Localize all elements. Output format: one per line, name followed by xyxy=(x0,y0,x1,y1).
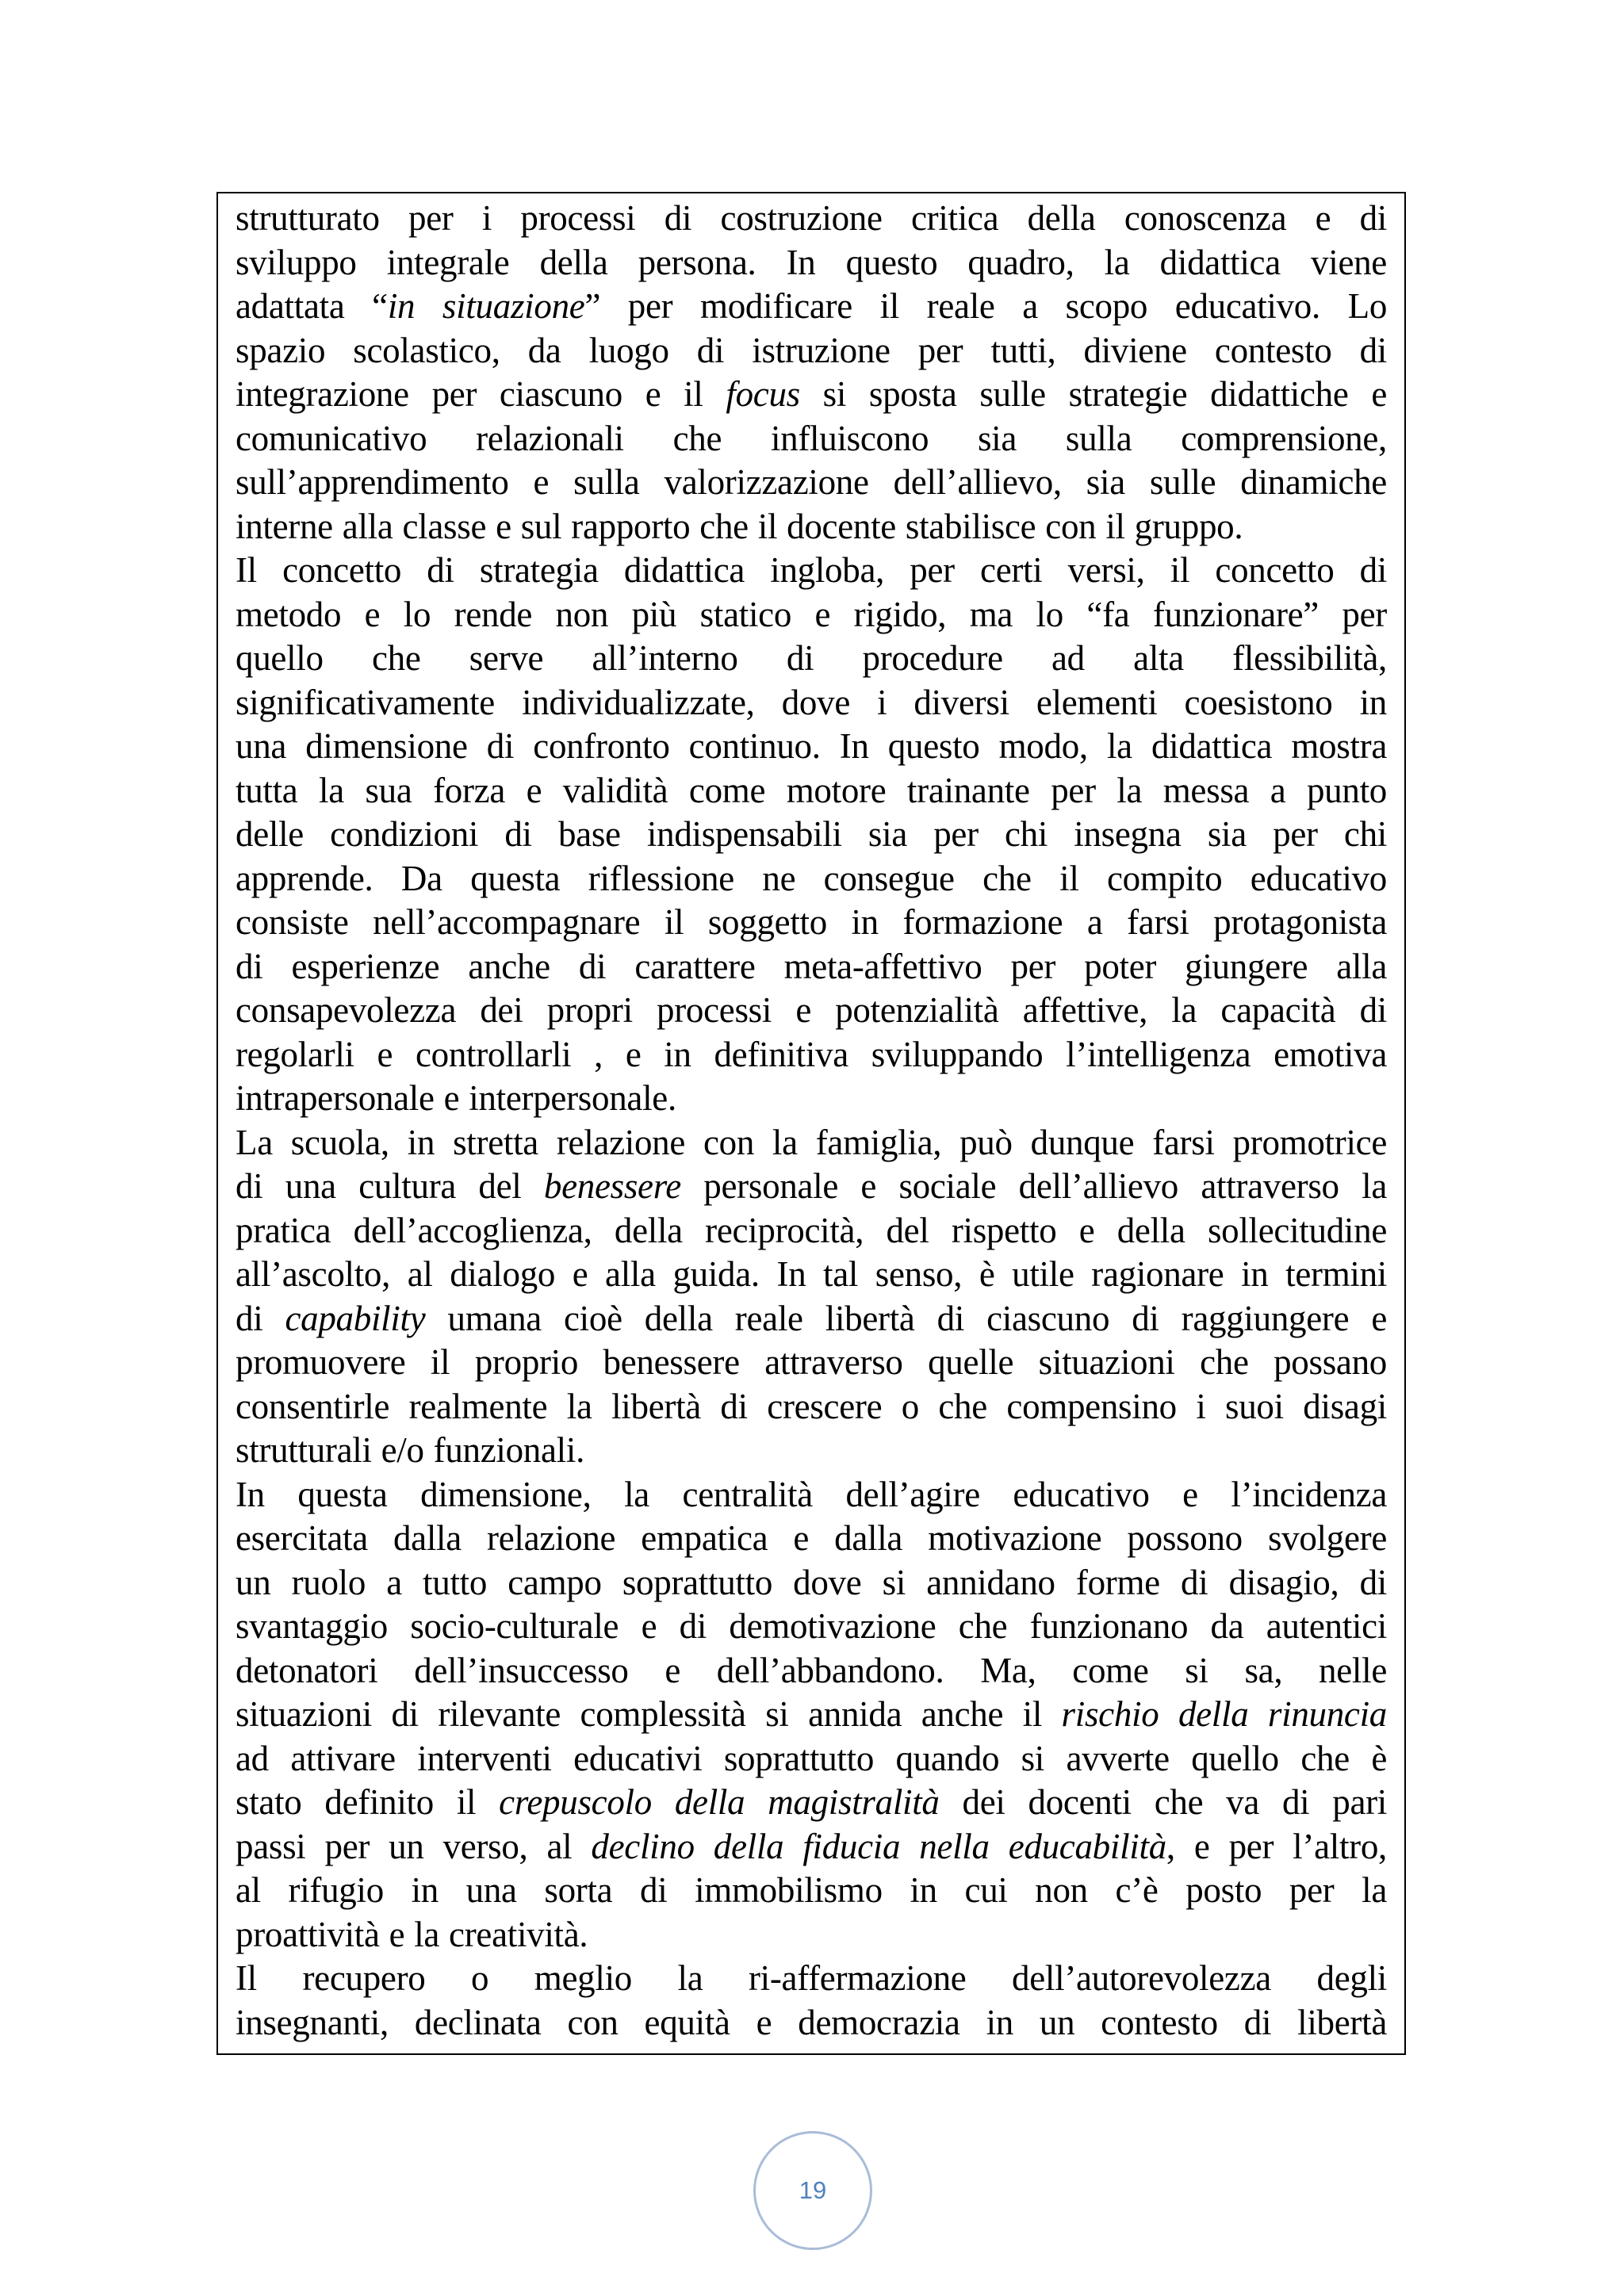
text-run: sviluppo integrale della persona. In questo quadro, la didattica viene xyxy=(236,242,1387,282)
text-run: strutturato per i processi di costruzione critica della conoscenza e di xyxy=(236,198,1387,238)
text-line xyxy=(236,725,1387,769)
text-run: intrapersonale e interpersonale. xyxy=(236,1078,676,1118)
text-run: comunicativo relazionali che influiscono sia sulla comprensione, xyxy=(236,418,1387,458)
text-line xyxy=(236,1385,1387,1429)
text-line xyxy=(236,1253,1387,1297)
text-run: proattività e la creatività. xyxy=(236,1914,588,1954)
text-line xyxy=(236,417,1387,461)
text-line xyxy=(236,197,1387,241)
text-run: Il recupero o meglio la ri-affermazione dell’autorevolezza degli xyxy=(236,1958,1387,1998)
text-run: ad attivare interventi educativi soprattutto quando si avverte quello che è xyxy=(236,1738,1387,1778)
text-run: tutta la sua forza e validità come motore trainante per la messa a punto xyxy=(236,770,1387,810)
text-line xyxy=(236,505,1387,549)
text-run: personale e sociale dell’allievo attraverso la xyxy=(680,1166,1387,1206)
text-line xyxy=(236,593,1387,637)
text-run: ” per modificare il reale a scopo educativo. Lo xyxy=(584,286,1388,326)
text-line xyxy=(236,1209,1387,1253)
body-text-frame xyxy=(216,192,1406,2055)
italic-text: rischio della rinuncia xyxy=(1061,1694,1387,1734)
text-run: consiste nell’accompagnare il soggetto in formazione a farsi protagonista xyxy=(236,902,1387,942)
text-run: , e per l’altro, xyxy=(1166,1826,1387,1866)
text-line xyxy=(236,1693,1387,1737)
text-line xyxy=(236,1869,1387,1913)
text-run: passi per un verso, al xyxy=(236,1826,592,1866)
text-line xyxy=(236,1121,1387,1165)
text-run: Il concetto di strategia didattica ingloba, per certi versi, il concetto di xyxy=(236,550,1387,590)
text-line xyxy=(236,681,1387,725)
text-line xyxy=(236,1737,1387,1781)
text-run: insegnanti, declinata con equità e democrazia in un contesto di libertà xyxy=(236,2002,1387,2042)
text-run: promuovere il proprio benessere attraverso quelle situazioni che possano xyxy=(236,1342,1387,1382)
text-line xyxy=(236,1913,1387,1957)
text-run: detonatori dell’insuccesso e dell’abbandono. Ma, come si sa, nelle xyxy=(236,1650,1387,1690)
text-run: integrazione per ciascuno e il xyxy=(236,374,726,414)
text-line xyxy=(236,945,1387,989)
text-run: interne alla classe e sul rapporto che il docente stabilisce con il gruppo. xyxy=(236,506,1243,546)
text-line xyxy=(236,549,1387,593)
italic-text: capability xyxy=(285,1298,426,1338)
text-line xyxy=(236,1341,1387,1385)
text-line xyxy=(236,1781,1387,1825)
text-line xyxy=(236,901,1387,945)
text-line xyxy=(236,1297,1387,1341)
text-line xyxy=(236,769,1387,813)
italic-text: crepuscolo della magistralità xyxy=(499,1782,940,1822)
text-line xyxy=(236,1165,1387,1209)
italic-text: benessere xyxy=(543,1166,681,1206)
text-run: quello che serve all’interno di procedure ad alta flessibilità, xyxy=(236,638,1387,678)
page-number: 19 xyxy=(799,2176,827,2204)
text-run: sull’apprendimento e sulla valorizzazione dell’allievo, sia sulle dinamiche xyxy=(236,462,1387,502)
text-line xyxy=(236,1605,1387,1649)
text-run: consentirle realmente la libertà di crescere o che compensino i suoi disagi xyxy=(236,1386,1387,1426)
text-line xyxy=(236,285,1387,329)
text-line xyxy=(236,461,1387,505)
text-line xyxy=(236,241,1387,285)
body-text xyxy=(236,197,1387,2045)
text-line xyxy=(236,989,1387,1033)
text-run: si sposta sulle strategie didattiche e xyxy=(799,374,1387,414)
text-run: dei docenti che va di pari xyxy=(939,1782,1388,1822)
text-run: pratica dell’accoglienza, della reciprocità, del rispetto e della sollecitudine xyxy=(236,1210,1387,1250)
text-line xyxy=(236,373,1387,417)
text-run: all’ascolto, al dialogo e alla guida. In tal senso, è utile ragionare in termini xyxy=(236,1254,1387,1294)
text-run: adattata “ xyxy=(236,286,388,326)
text-run: delle condizioni di base indispensabili sia per chi insegna sia per chi xyxy=(236,814,1387,854)
text-line xyxy=(236,1429,1387,1473)
text-run: significativamente individualizzate, dove i diversi elementi coesistono in xyxy=(236,682,1387,722)
text-line xyxy=(236,1649,1387,1693)
text-run: stato definito il xyxy=(236,1782,500,1822)
text-run: situazioni di rilevante complessità si annida anche il xyxy=(236,1694,1062,1734)
text-run: La scuola, in stretta relazione con la famiglia, può dunque farsi promotrice xyxy=(236,1122,1387,1162)
text-run: strutturali e/o funzionali. xyxy=(236,1430,585,1470)
text-run: regolarli e controllarli , e in definitiva sviluppando l’intelligenza emotiva xyxy=(236,1034,1387,1074)
text-run: svantaggio socio-culturale e di demotivazione che funzionano da autentici xyxy=(236,1606,1387,1646)
text-line xyxy=(236,2001,1387,2045)
italic-text: focus xyxy=(726,374,800,414)
text-line xyxy=(236,1473,1387,1517)
text-run: di una cultura del xyxy=(236,1166,544,1206)
text-run: metodo e lo rende non più statico e rigido, ma lo “fa funzionare” per xyxy=(236,594,1387,634)
text-run: di esperienze anche di carattere meta-affettivo per poter giungere alla xyxy=(236,946,1387,986)
text-run: In questa dimensione, la centralità dell’agire educativo e l’incidenza xyxy=(236,1474,1387,1514)
text-run: esercitata dalla relazione empatica e dalla motivazione possono svolgere xyxy=(236,1518,1387,1558)
italic-text: declino della fiducia nella educabilità xyxy=(591,1826,1166,1866)
text-line xyxy=(236,637,1387,681)
text-line xyxy=(236,1825,1387,1869)
text-run: umana cioè della reale libertà di ciascuno di raggiungere e xyxy=(425,1298,1387,1338)
text-line xyxy=(236,1561,1387,1605)
text-run: spazio scolastico, da luogo di istruzione per tutti, diviene contesto di xyxy=(236,330,1387,370)
page-number-badge xyxy=(753,2131,872,2250)
text-line xyxy=(236,857,1387,901)
text-run: consapevolezza dei propri processi e potenzialità affettive, la capacità di xyxy=(236,990,1387,1030)
text-run: apprende. Da questa riflessione ne consegue che il compito educativo xyxy=(236,858,1387,898)
text-line xyxy=(236,1033,1387,1077)
italic-text: in situazione xyxy=(387,286,585,326)
text-run: al rifugio in una sorta di immobilismo in cui non c’è posto per la xyxy=(236,1870,1387,1910)
text-run: di xyxy=(236,1298,285,1338)
text-line xyxy=(236,1957,1387,2001)
text-line xyxy=(236,1077,1387,1121)
text-line xyxy=(236,1517,1387,1561)
text-run: una dimensione di confronto continuo. In questo modo, la didattica mostra xyxy=(236,726,1387,766)
text-run: un ruolo a tutto campo soprattutto dove si annidano forme di disagio, di xyxy=(236,1562,1387,1602)
text-line xyxy=(236,329,1387,373)
text-line xyxy=(236,813,1387,857)
